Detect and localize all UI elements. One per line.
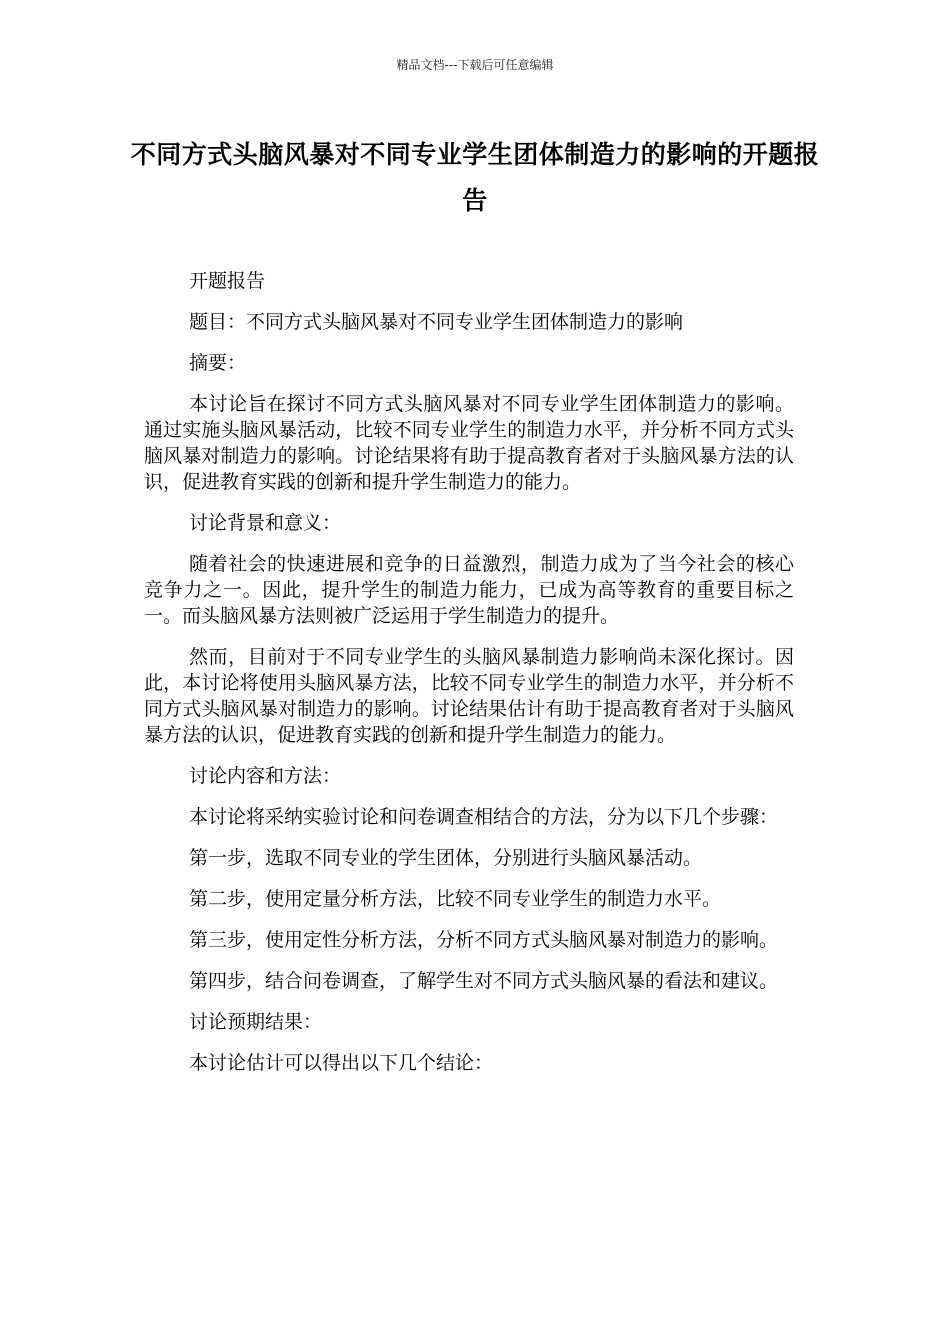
section-label-report: 开题报告 — [189, 270, 266, 292]
background-paragraph-2: 然而，目前对于不同专业学生的头脑风暴制造力影响尚未深化探讨。因此，本讨论将使用头脑风暴方法，比较不同专业学生的制造力水平，并分析不同方式头脑风暴对制造力的影响。讨论结果估计有助于提高教育者对于头脑风暴方法的认识，促进教育实践的创新和提升学生制造力的能力。 — [144, 646, 794, 746]
methods-intro-paragraph: 本讨论将采纳实验讨论和问卷调查相结合的方法，分为以下几个步骤： — [189, 806, 779, 828]
methods-step-3: 第三步，使用定性分析方法，分析不同方式头脑风暴对制造力的影响。 — [189, 929, 779, 951]
document-body — [144, 268, 794, 1091]
topic-line: 题目：不同方式头脑风暴对不同专业学生团体制造力的影响 — [189, 311, 684, 333]
abstract-paragraph: 本讨论旨在探讨不同方式头脑风暴对不同专业学生团体制造力的影响。通过实施头脑风暴活动，比较不同专业学生的制造力水平，并分析不同方式头脑风暴对制造力的影响。讨论结果将有助于提高教育者对于头脑风暴方法的认识，促进教育实践的创新和提升学生制造力的能力。 — [144, 393, 794, 493]
section-heading-abstract: 摘要： — [189, 352, 247, 374]
section-heading-methods: 讨论内容和方法： — [189, 765, 342, 787]
expected-results-intro: 本讨论估计可以得出以下几个结论： — [189, 1052, 494, 1074]
section-heading-background: 讨论背景和意义： — [189, 512, 342, 534]
methods-step-1: 第一步，选取不同专业的学生团体，分别进行头脑风暴活动。 — [189, 847, 703, 869]
page-header: 精品文档---下载后可任意编辑 — [396, 58, 554, 72]
section-heading-expected-results: 讨论预期结果： — [189, 1011, 323, 1033]
methods-step-4: 第四步，结合问卷调查，了解学生对不同方式头脑风暴的看法和建议。 — [189, 970, 779, 992]
background-paragraph-1: 随着社会的快速进展和竞争的日益激烈，制造力成为了当今社会的核心竞争力之一。因此，提升学生的制造力能力，已成为高等教育的重要目标之一。而头脑风暴方法则被广泛运用于学生制造力的提升。 — [144, 553, 794, 627]
methods-step-2: 第二步，使用定量分析方法，比较不同专业学生的制造力水平。 — [189, 888, 722, 910]
document-title: 不同方式头脑风暴对不同专业学生团体制造力的影响的开题报告 — [130, 140, 820, 215]
